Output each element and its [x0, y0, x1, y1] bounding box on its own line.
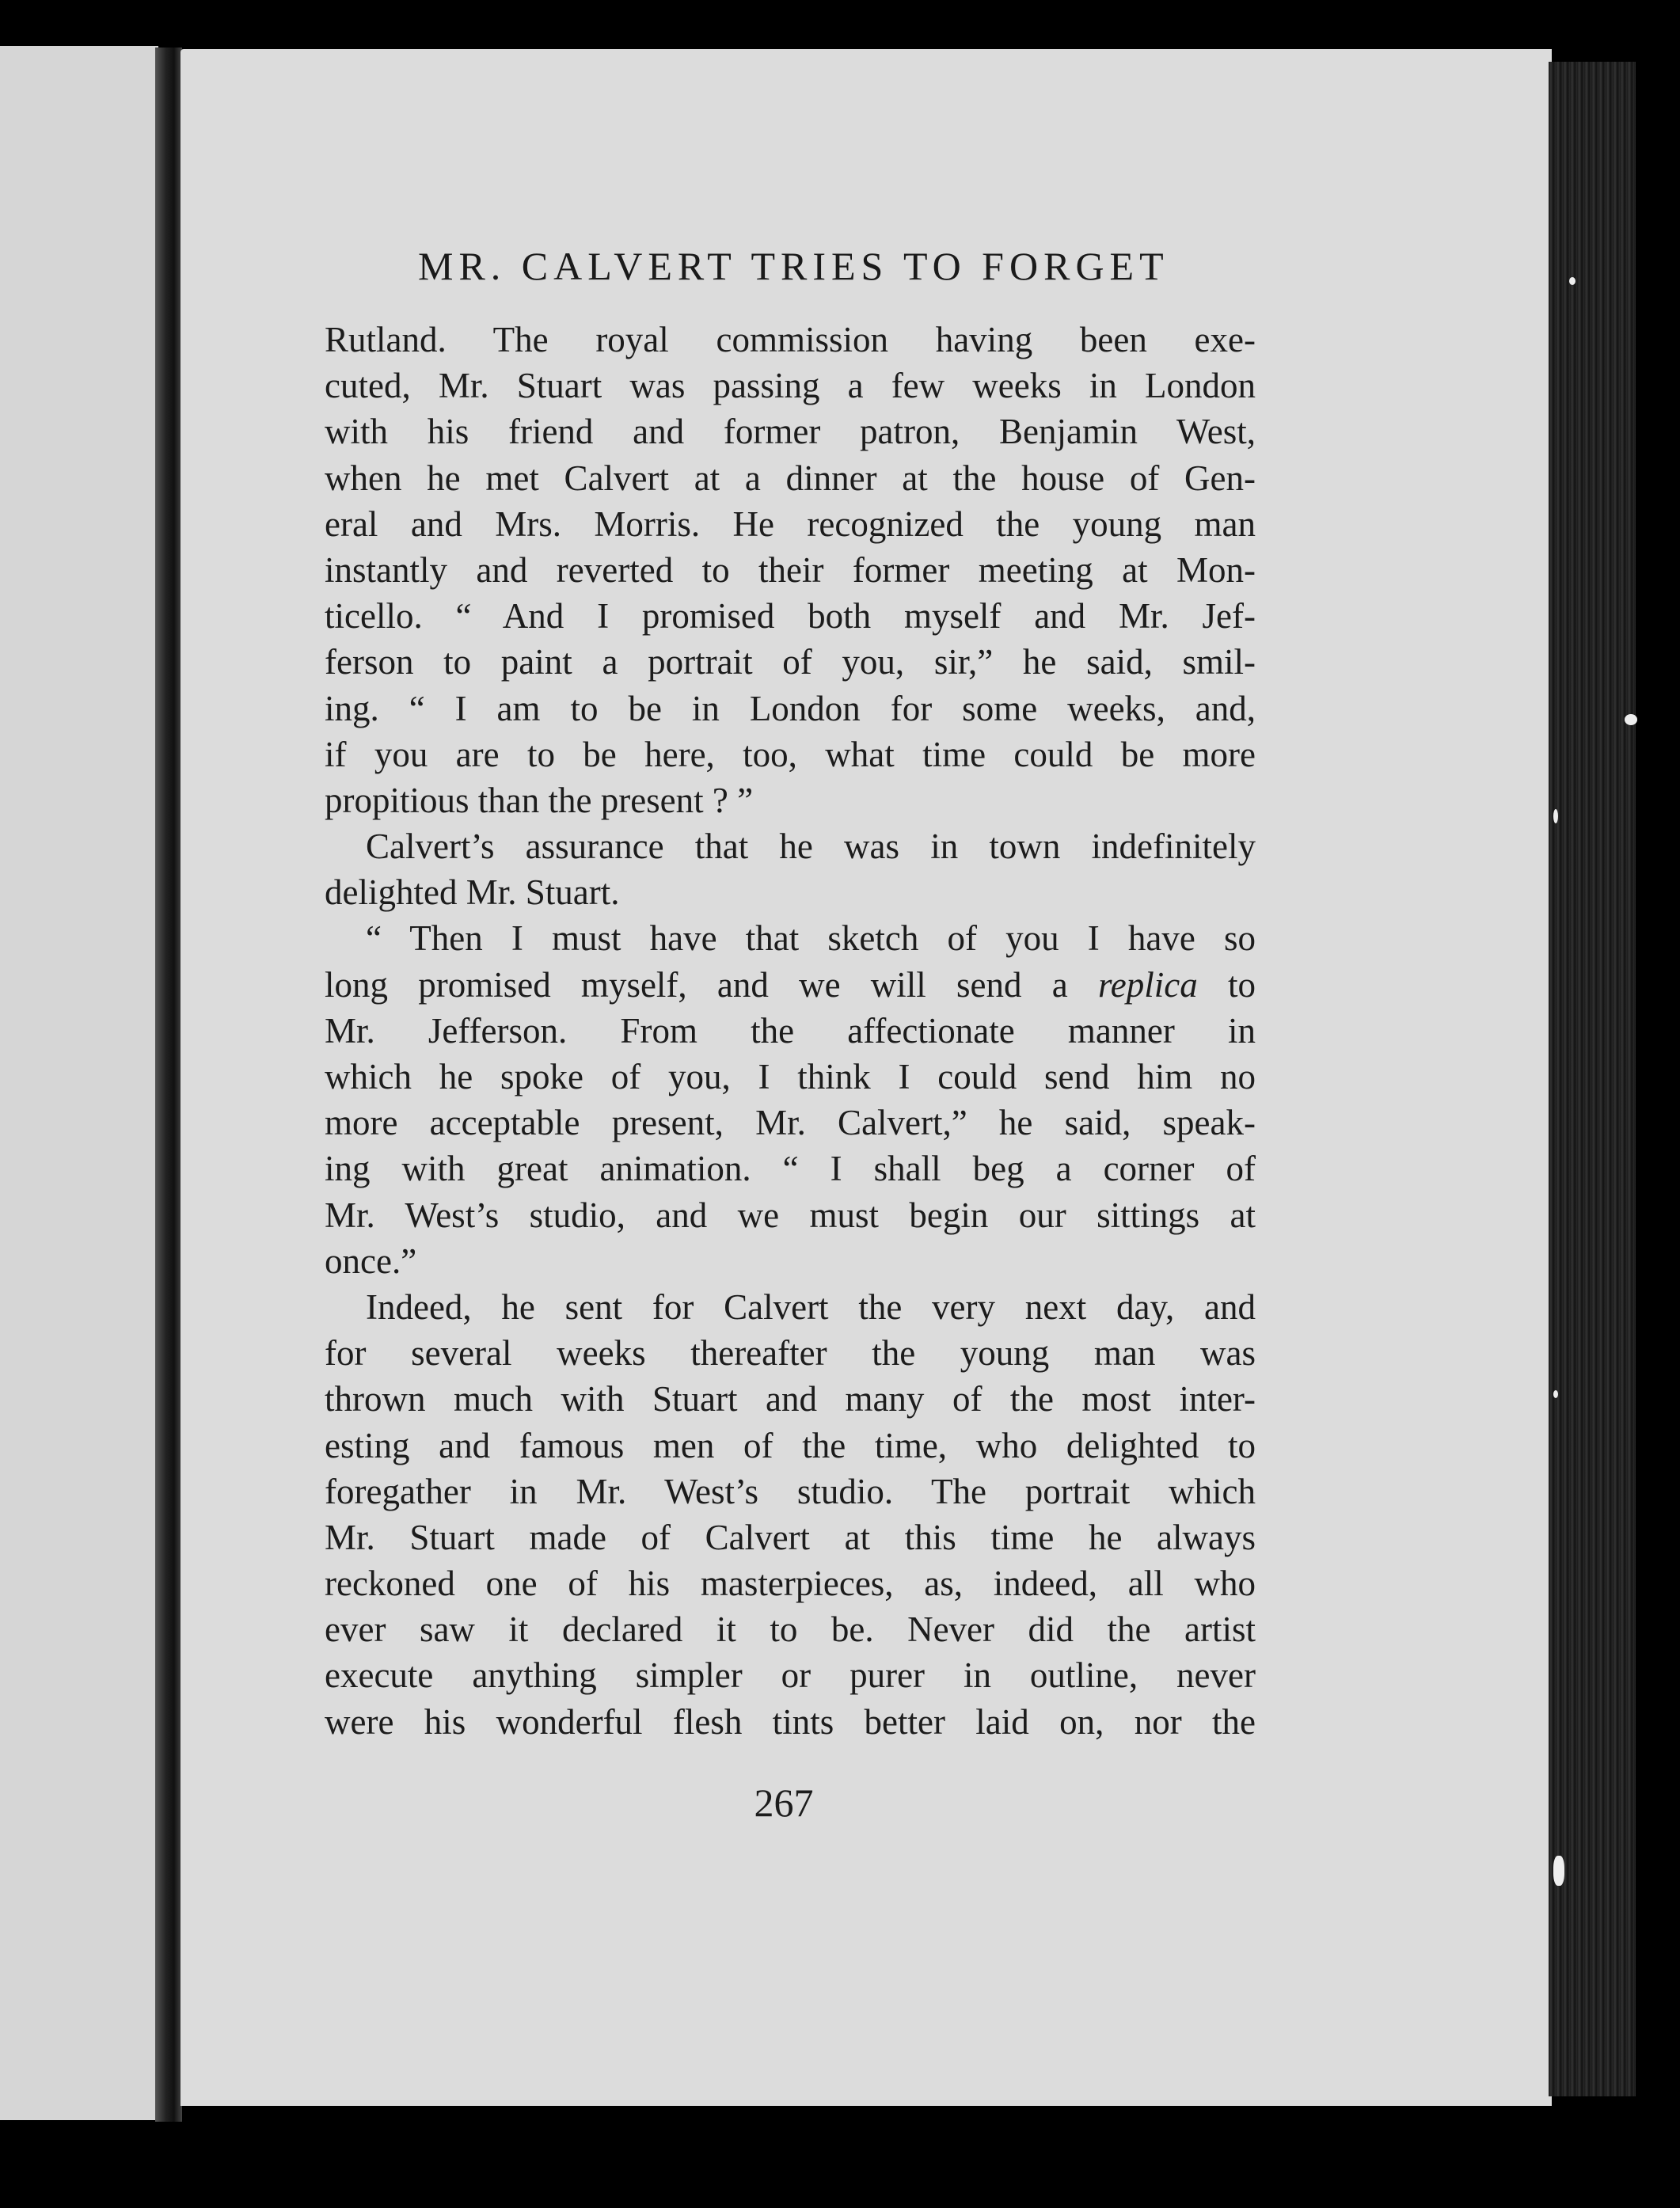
text-line	[325, 962, 1256, 1008]
text-line: Mr. Stuart made of Calvert at this time he always	[325, 1517, 1256, 1557]
text-line: esting and famous men of the time, who delighted to	[325, 1425, 1256, 1465]
text-line: once.”	[325, 1241, 417, 1281]
dust-speck	[1553, 1390, 1558, 1398]
text-line: Indeed, he sent for Calvert the very next day, and	[366, 1286, 1256, 1327]
page-number: 267	[754, 1780, 814, 1825]
text-line: Mr. Jefferson. From the affectionate manner in	[325, 1010, 1256, 1051]
book-gutter	[155, 48, 182, 2122]
dust-speck	[1569, 277, 1575, 285]
text-line: thrown much with Stuart and many of the most inter-	[325, 1379, 1256, 1419]
body-text	[325, 317, 1256, 1745]
dust-speck	[1553, 809, 1558, 823]
text-line: execute anything simpler or purer in outline, never	[325, 1655, 1256, 1696]
text-line: which he spoke of you, I think I could send him no	[325, 1057, 1256, 1096]
text-line: were his wonderful flesh tints better laid on, nor the	[325, 1701, 1256, 1742]
dust-speck	[1625, 714, 1637, 725]
text-line: Rutland. The royal commission having been exe-	[325, 320, 1256, 359]
facing-page-edge	[0, 46, 158, 2120]
text-line: Mr. West’s studio, and we must begin our sittings at	[325, 1195, 1256, 1235]
line-text: to	[1197, 964, 1256, 1005]
text-line: foregather in Mr. West’s studio. The portrait which	[325, 1471, 1256, 1511]
text-line: ing. “ I am to be in London for some weeks, and,	[325, 688, 1256, 728]
text-line: if you are to be here, too, what time could be more	[325, 734, 1256, 774]
text-line: instantly and reverted to their former meeting at Mon-	[325, 549, 1256, 590]
text-line: delighted Mr. Stuart.	[325, 872, 620, 913]
text-line: cuted, Mr. Stuart was passing a few weeks in London	[325, 366, 1256, 406]
text-line: for several weeks thereafter the young man was	[325, 1333, 1256, 1374]
text-line: Calvert’s assurance that he was in town indefinitely	[366, 827, 1256, 867]
text-line: ferson to paint a portrait of you, sir,” he said, smil-	[325, 642, 1256, 682]
text-line: eral and Mrs. Morris. He recognized the young man	[325, 504, 1256, 544]
text-line: when he met Calvert at a dinner at the house of Gen-	[325, 458, 1256, 498]
text-line: with his friend and former patron, Benjamin West,	[325, 412, 1256, 452]
dust-speck	[1553, 1856, 1564, 1886]
text-line: propitious than the present ? ”	[325, 780, 754, 820]
running-head: MR. CALVERT TRIES TO FORGET	[418, 244, 1169, 288]
text-line: ticello. “ And I promised both myself and Mr. Jef-	[325, 596, 1256, 637]
text-line: ever saw it declared it to be. Never did the artist	[325, 1609, 1256, 1650]
text-line: more acceptable present, Mr. Calvert,” he said, speak-	[325, 1103, 1256, 1143]
text-line: reckoned one of his masterpieces, as, indeed, all who	[325, 1564, 1256, 1604]
line-text: long promised myself, and we will send a	[325, 964, 1098, 1005]
text-line: ing with great animation. “ I shall beg a corner of	[325, 1149, 1256, 1189]
page-block-edge	[1549, 62, 1636, 2096]
italic-word: replica	[1097, 964, 1198, 1005]
text-line: “ Then I must have that sketch of you I have so	[366, 918, 1256, 959]
